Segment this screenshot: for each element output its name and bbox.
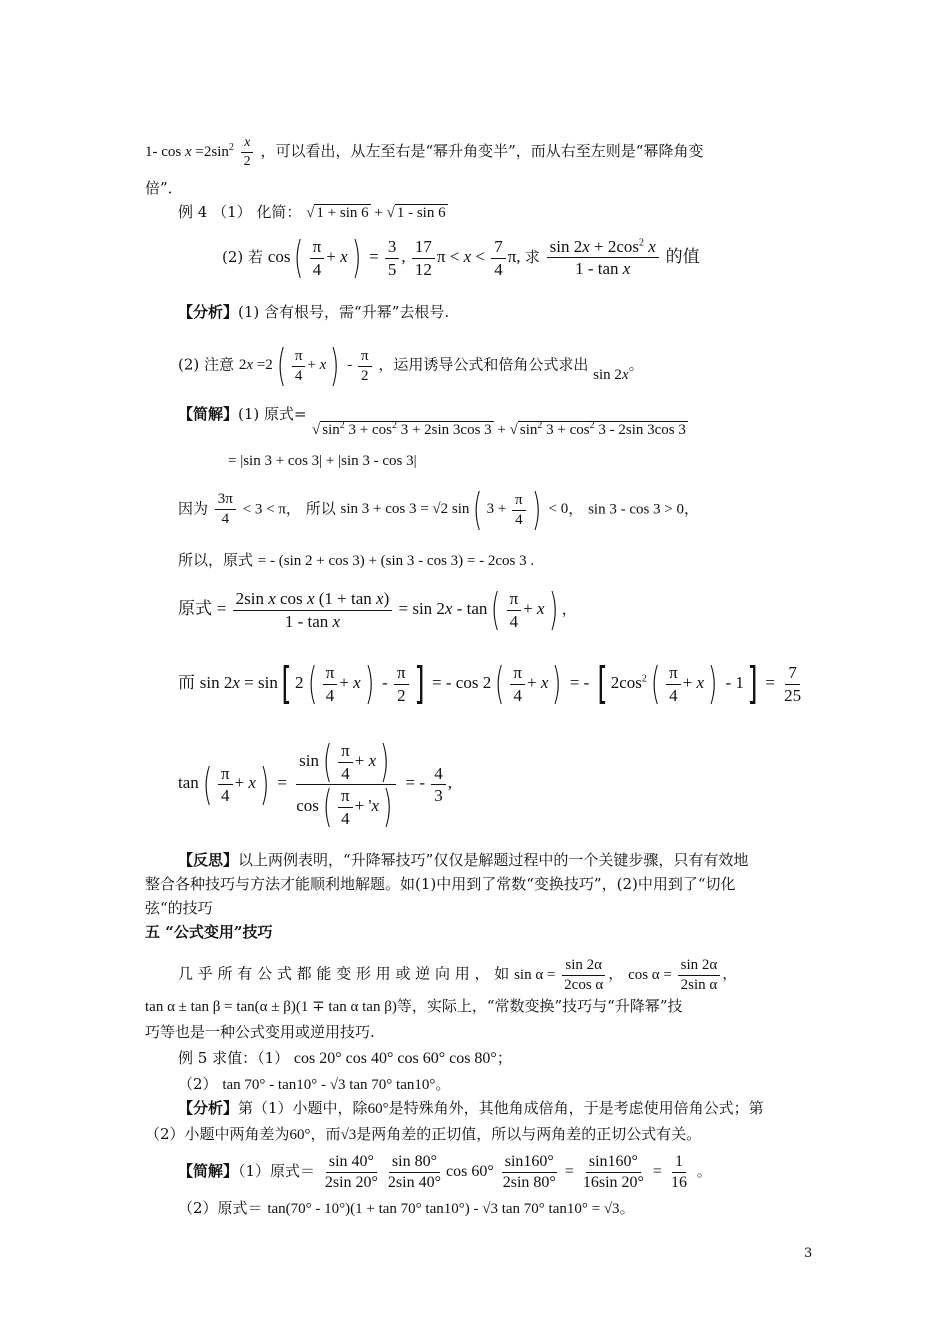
- hence-line: 所以，原式 = - (sin 2 + cos 3) + (sin 3 - cos 3) = - 2cos 3 .: [178, 551, 535, 569]
- tan-line: tan( $\frac{\pi}{4}$ + x) = sin( $\frac{\pi}{4}$ + x) cos( $\frac{\pi}{4}$ + 'x) = - $\frac{4}{3}$ ,: [178, 736, 453, 832]
- reflection-1: 【反思】以上两例表明，“升降幂技巧”仅仅是解题过程中的一个关键步骤，只有有效地: [178, 851, 749, 869]
- solution5-2: （2）原式＝ tan(70° - 10°)(1 + tan 70° tan10°) - √3 tan 70° tan10° = √3。: [178, 1199, 635, 1217]
- analysis-1: 【分析】(1) 含有根号，需“升幂”去根号.: [178, 303, 450, 321]
- yuanshi-line: 原式 = $\frac{\text{2sin x cos x (1 + tan x)}}{\text{1 - tan x}}$ = sin 2x - tan( $\frac{\pi}{4}$ + x) ，: [178, 584, 577, 635]
- because-line: 因为 $\frac{3\pi}{4}$ < 3 < π， 所以 sin 3 + cos 3 = √2 sin( 3 + $\frac{\pi}{4}$ ) < 0， sin 3 - cos 3 > 0，: [178, 484, 700, 535]
- section5-line3: 巧等也是一种公式变用或逆用技巧.: [145, 1023, 375, 1041]
- solution-1-abs: = |sin 3 + cos 3| + |sin 3 - cos 3|: [228, 453, 417, 469]
- section-5-heading: 五 “公式变用”技巧: [145, 923, 273, 941]
- example4-part2: (2) 若 cos( $\frac{\pi}{4}$ + x) = $\frac{3}{5}$ , $\frac{17}{12}$ π < x < $\frac{7}{4}$ π, 求 $\frac{\sin 2x + 2\cos^2 x}{\text{1 - tan x}}$ 的值: [222, 232, 700, 283]
- page-number: 3: [804, 1246, 813, 1261]
- analysis5-1: 【分析】第（1）小题中，除60°是特殊角外，其他角成倍角，于是考虑使用倍角公式；第: [178, 1099, 764, 1117]
- intro-text: ，可以看出，从左至右是“幂升角变半”，而从右至左则是“幂降角变: [260, 142, 704, 160]
- intro-text-cont: 倍”．: [145, 179, 183, 197]
- example5-part1: 例 5 求值：（1） cos 20° cos 40° cos 60° cos 80°；: [178, 1049, 512, 1067]
- er-line: 而 sin 2x = sin[ 2( $\frac{\pi}{4}$ + x) - $\frac{\pi}{2}$ ] = - cos 2( $\frac{\pi}{4}$ + x) = - [ $2\cos^2$( $\frac{\pi}{4}$ + x) - 1] = $\frac{7}{25}$: [178, 658, 802, 709]
- section5-line1: 几 乎 所 有 公 式 都 能 变 形 用 或 逆 向 用 ， 如 sin α = $\frac{\sin 2\alpha}{\text{2cos α}}$ ， cos α = $\frac{\sin 2\alpha}{\text{2sin α}}$ ，: [178, 957, 738, 993]
- solution-1-expr: √ $\sin^2 3 + \cos^2 3 + 2\sin$ 3cos 3 + √ $\sin^2 3 + \cos^2 3 - 2\sin$ 3cos 3: [312, 420, 686, 438]
- section5-line2: tan α ± tan β = tan(α ± β)(1 ∓ tan α tan β)等，实际上，“常数变换”技巧与“升降幂”技: [145, 997, 683, 1015]
- analysis-2: (2) 注意 2x =2( $\frac{\pi}{4}$ + x) - $\frac{\pi}{2}$ ，运用诱导公式和倍角公式求出 sin 2x。: [178, 340, 644, 391]
- example4-part1: 例 4 （1） 化简： √ 1 + sin 6 + √ 1 - sin 6: [178, 203, 446, 221]
- analysis5-2: （2）小题中两角差为60°，而√3是两角差的正切值，所以与两角差的正切公式有关。: [145, 1125, 702, 1143]
- reflection-3: 弦“的技巧: [145, 899, 213, 917]
- intro-formula-line: 1- $\cos x =2\sin^2$ $\frac{x}{2}$ ，可以看出，从左至右是“幂升角变半”，而从右至左则是“幂降角变: [145, 135, 704, 169]
- example5-part2: （2） tan 70° - tan10° - √3 tan 70° tan10°。: [178, 1075, 451, 1093]
- reflection-2: 整合各种技巧与方法才能顺利地解题。如(1)中用到了常数“变换技巧”，(2)中用到了“切化: [145, 875, 736, 893]
- solution-1: 【简解】(1) 原式=: [178, 405, 307, 423]
- solution5-1: 【简解】（1）原式＝ $\frac{\sin 40^\circ}{2\sin 20^\circ}$ $\frac{\sin 80^\circ}{2\sin 40^\circ}$ cos 60° $\frac{\sin 160^\circ}{2\sin 80^\circ}$ = $\frac{\sin 160^\circ}{16\sin 20^\circ}$ = $\frac{1}{16}$ 。: [178, 1153, 712, 1191]
